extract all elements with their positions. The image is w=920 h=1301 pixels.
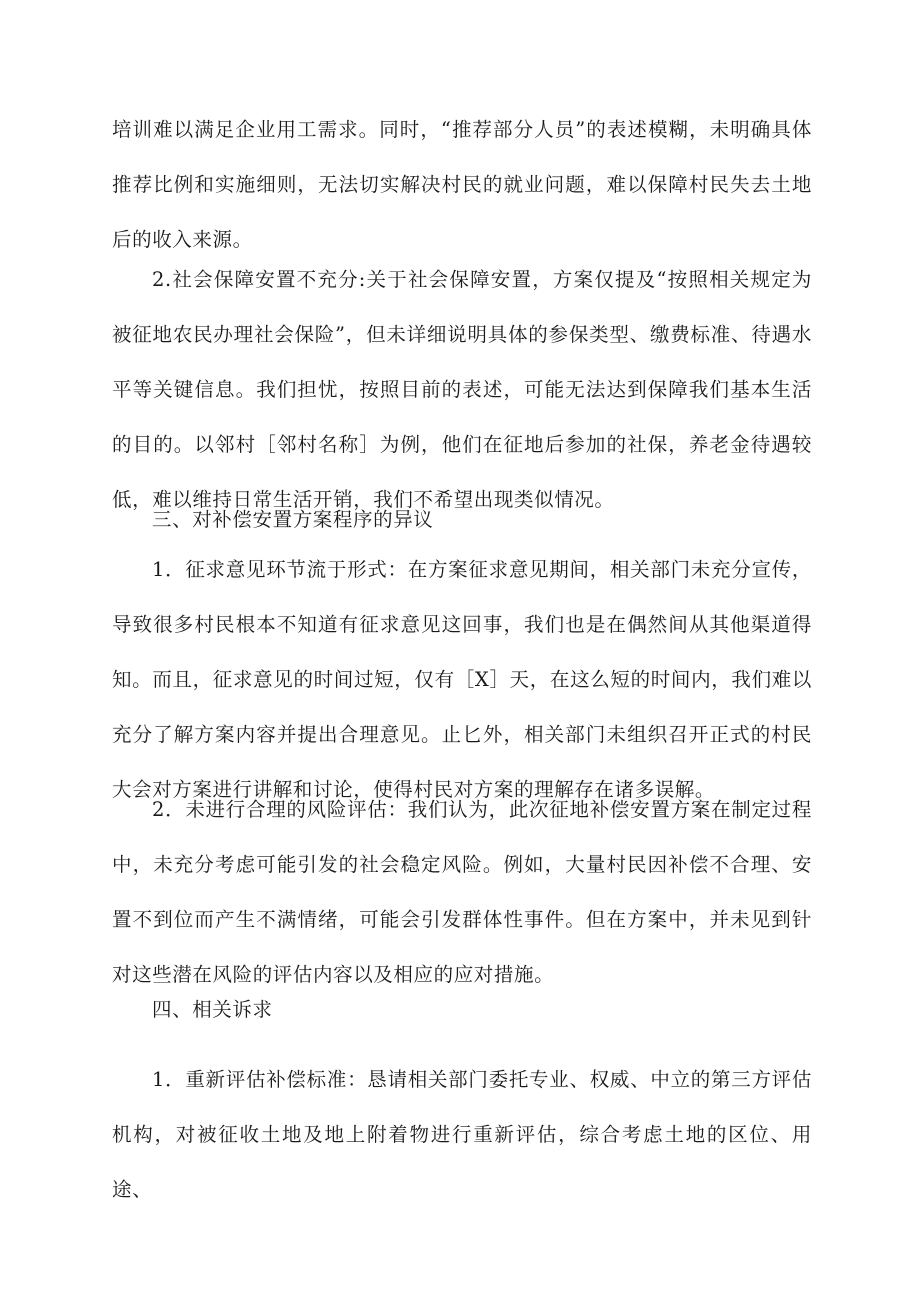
- paragraph-continuation: 培训难以满足企业用工需求。同时，“推荐部分人员”的表述模糊，未明确具体推荐比例和实施细则，无法切实解决村民的就业问题，难以保障村民失去土地后的收入来源。: [112, 118, 812, 251]
- paragraph-social-security: 2.社会保障安置不充分:关于社会保障安置，方案仅提及“按照相关规定为被征地农民办理社会保险”，但未详细说明具体的参保类型、缴费标准、待遇水平等关键信息。我们担忧，按照目前的表述，可能无法达到保障我们基本生活的目的。以邻村［邻村名称］为例，他们在征地后参加的社保，养老金待遇较低，难以维持日常生活开销，我们不希望出现类似情况。: [112, 268, 812, 511]
- section-heading-procedure-objection: 三、对补偿安置方案程序的异议: [152, 508, 434, 531]
- section-heading-demands: 四、相关诉求: [152, 998, 273, 1021]
- paragraph-consultation-formality: 1．征求意见环节流于形式：在方案征求意见期间，相关部门未充分宣传，导致很多村民根本不知道有征求意见这回事，我们也是在偶然间从其他渠道得知。而且，征求意见的时间过短，仅有［X］天，在这么短的时间内，我们难以充分了解方案内容并提出合理意见。止匕外，相关部门未组织召开正式的村民大会对方案进行讲解和讨论，使得村民对方案的理解存在诸多误解。: [112, 558, 812, 801]
- paragraph-reassess-compensation: 1．重新评估补偿标准：恳请相关部门委托专业、权威、中立的第三方评估机构，对被征收土地及地上附着物进行重新评估，综合考虑土地的区位、用途、: [112, 1068, 812, 1201]
- paragraph-risk-assessment: 2．未进行合理的风险评估：我们认为，此次征地补偿安置方案在制定过程中，未充分考虑可能引发的社会稳定风险。例如，大量村民因补偿不合理、安置不到位而产生不满情绪，可能会引发群体性事件。但在方案中，并未见到针对这些潜在风险的评估内容以及相应的应对措施。: [112, 798, 812, 986]
